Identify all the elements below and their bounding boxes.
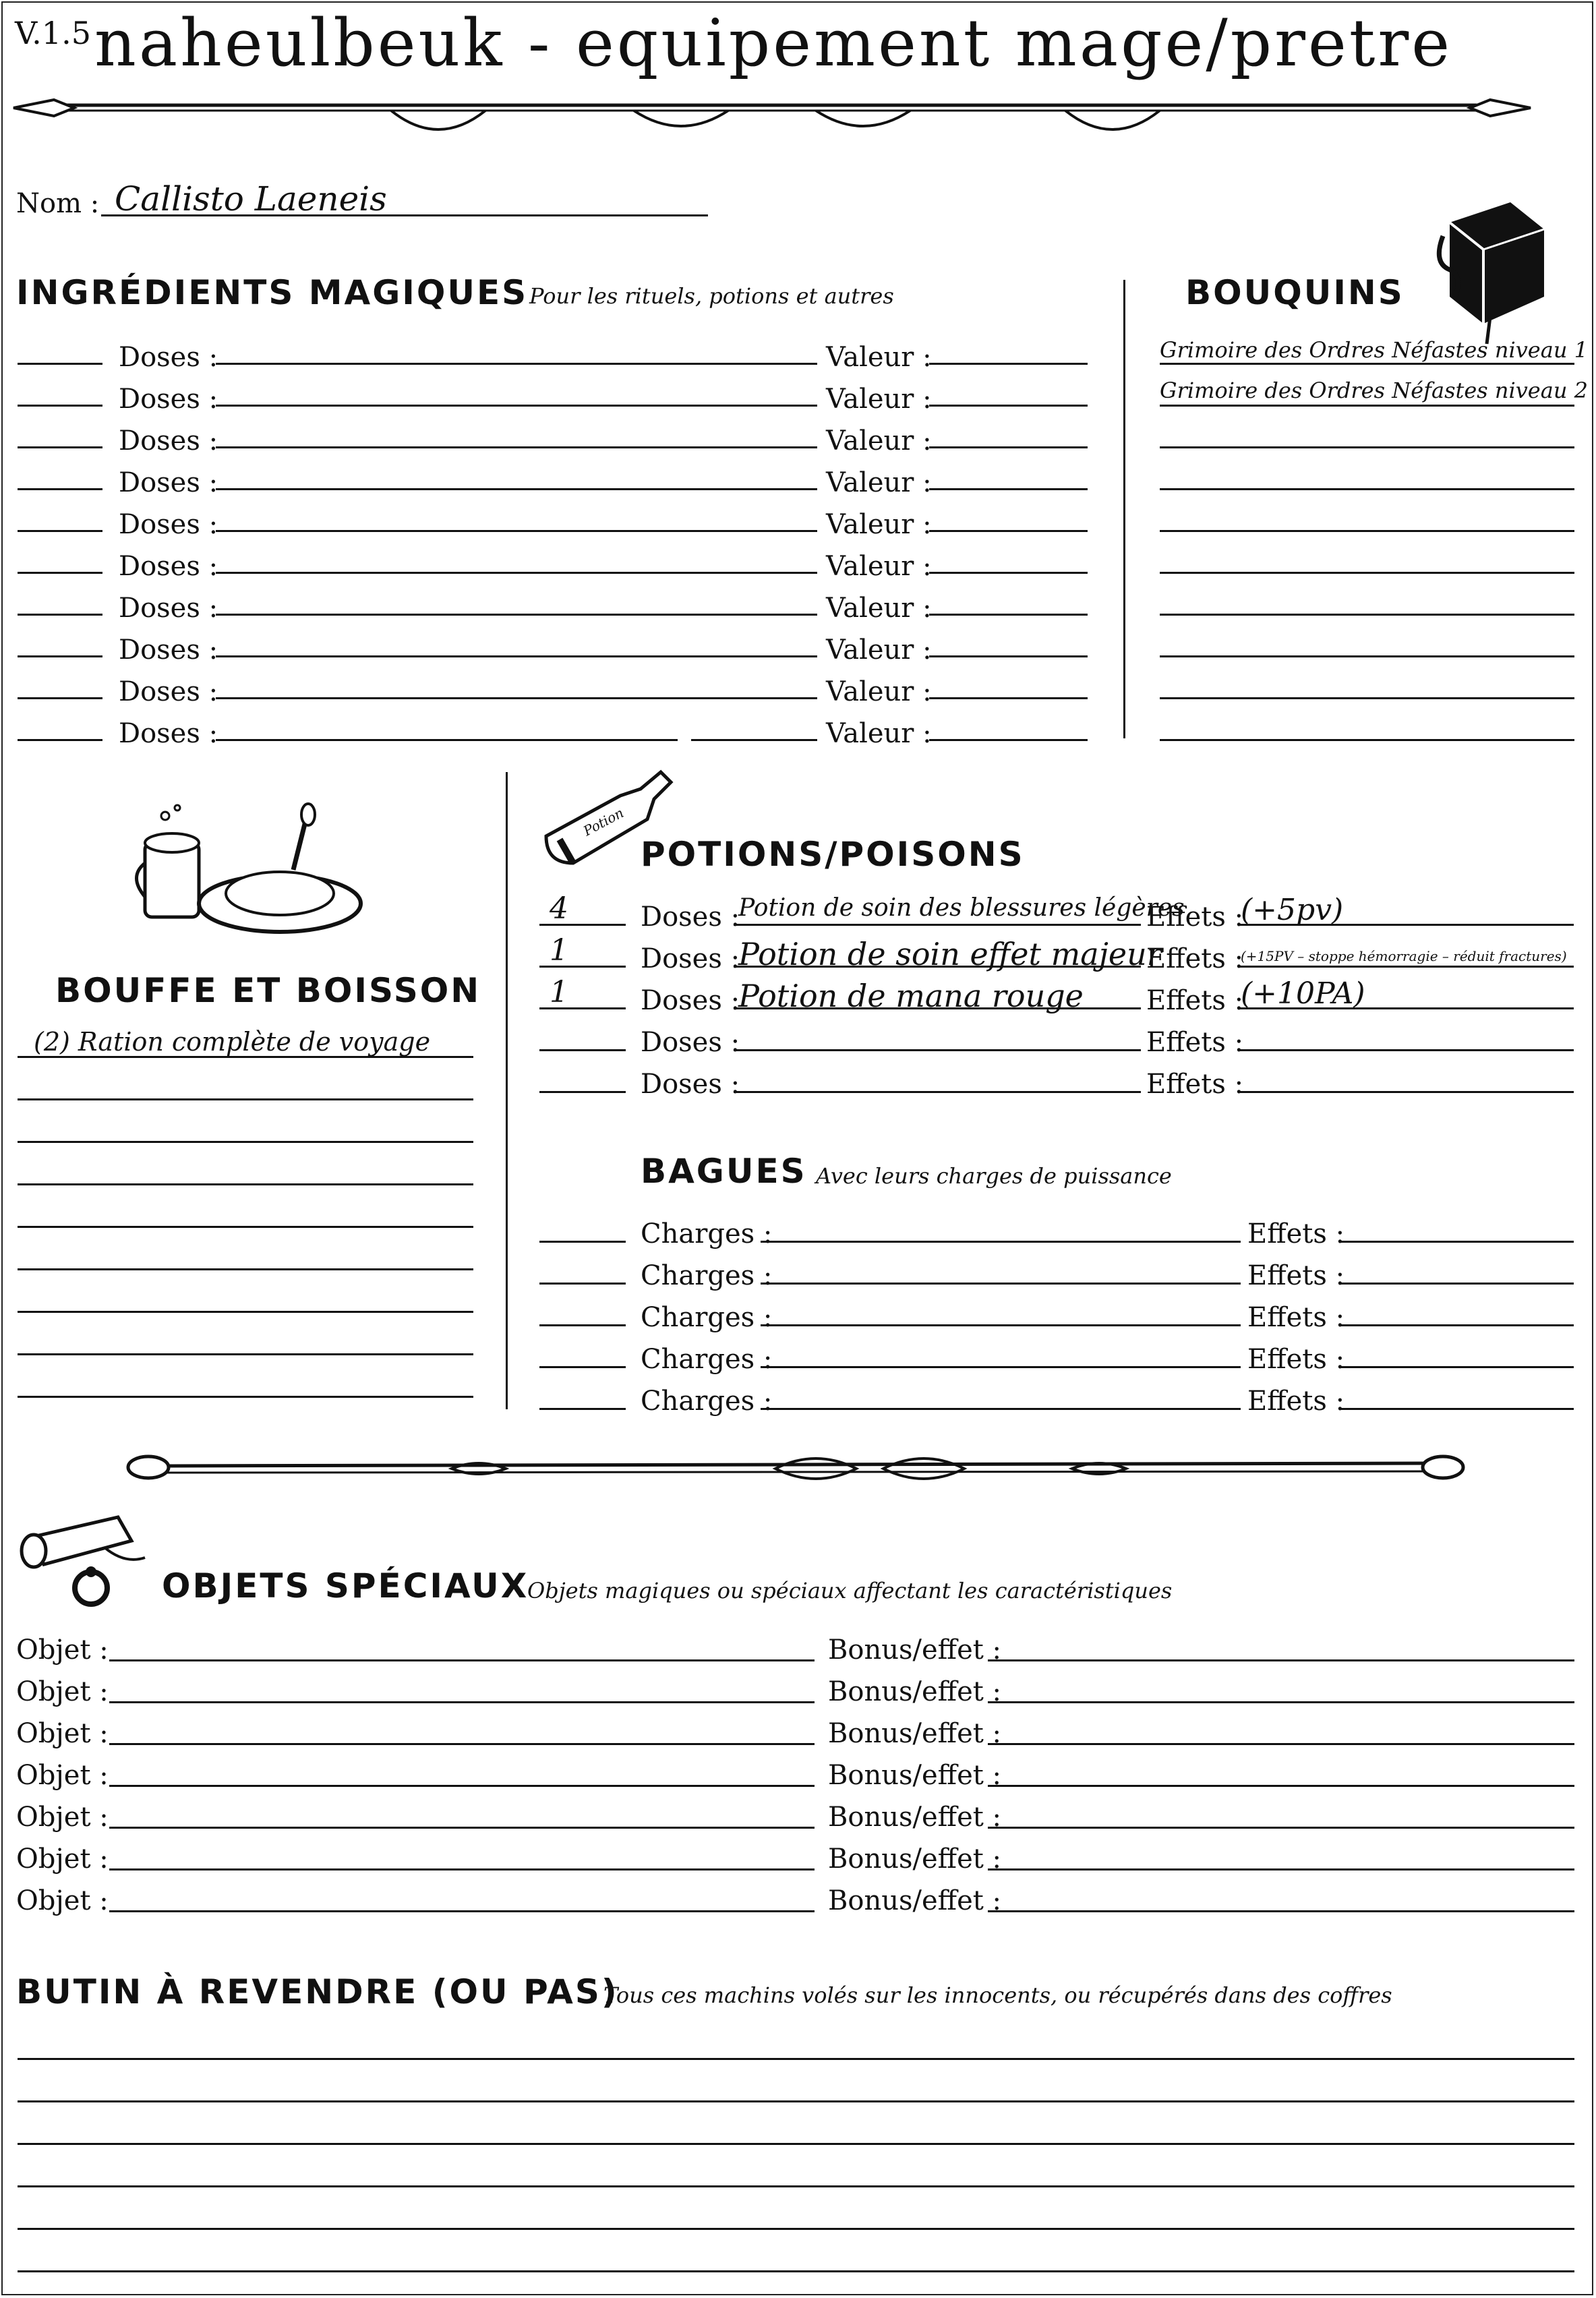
loot-subtitle: Tous ces machins volés sur les innocents, ou récupérés dans des coffres bbox=[603, 1982, 1392, 2008]
potion-effect-value[interactable]: (+10PA) bbox=[1241, 976, 1365, 1011]
ingredient-doses-label: Doses : bbox=[119, 635, 218, 666]
book-entry-line[interactable] bbox=[1160, 363, 1574, 365]
ring-name-field[interactable] bbox=[761, 1366, 1241, 1368]
ingredient-doses-label: Doses : bbox=[119, 593, 218, 624]
potion-effect-field[interactable] bbox=[1238, 966, 1574, 968]
special-object-field[interactable] bbox=[109, 1827, 815, 1829]
potion-name-value[interactable]: Potion de soin effet majeur bbox=[738, 936, 1162, 972]
special-bonus-field[interactable] bbox=[988, 1910, 1574, 1912]
sheet-title: naheulbeuk - equipement mage/pretre bbox=[94, 5, 1453, 81]
special-bonus-label: Bonus/effet : bbox=[828, 1718, 1002, 1749]
ingredient-name-field[interactable] bbox=[216, 405, 817, 407]
special-object-label: Objet : bbox=[16, 1802, 109, 1833]
ingredient-name-field[interactable] bbox=[216, 446, 817, 448]
column-divider bbox=[1123, 280, 1125, 738]
ingredients-subtitle: Pour les rituels, potions et autres bbox=[529, 283, 894, 309]
ingredient-doses-label: Doses : bbox=[119, 676, 218, 707]
rings-title: BAGUES bbox=[641, 1152, 807, 1191]
potion-effects-label: Effets : bbox=[1146, 943, 1244, 974]
book-entry-line[interactable] bbox=[1160, 739, 1574, 741]
book-entry-line[interactable] bbox=[1160, 614, 1574, 616]
potion-name-value[interactable]: Potion de mana rouge bbox=[738, 978, 1084, 1014]
special-bonus-field[interactable] bbox=[988, 1827, 1574, 1829]
food-title: BOUFFE ET BOISSON bbox=[55, 971, 481, 1010]
ring-effects-label: Effets : bbox=[1247, 1302, 1345, 1333]
ingredient-value-label: Valeur : bbox=[826, 467, 932, 498]
special-bonus-field[interactable] bbox=[988, 1701, 1574, 1703]
ring-effect-field[interactable] bbox=[1339, 1241, 1574, 1243]
potion-effect-value[interactable]: (+5pv) bbox=[1241, 893, 1344, 927]
food-entry-line[interactable] bbox=[18, 1226, 473, 1228]
special-object-field[interactable] bbox=[109, 1659, 815, 1661]
spellbook-icon bbox=[1436, 196, 1551, 330]
special-title: OBJETS SPÉCIAUX bbox=[162, 1566, 529, 1605]
special-bonus-label: Bonus/effet : bbox=[828, 1676, 1002, 1707]
potion-qty-field[interactable] bbox=[539, 1049, 626, 1051]
ingredient-qty-field[interactable] bbox=[18, 697, 102, 699]
book-entry-line[interactable] bbox=[1160, 405, 1574, 407]
food-plate-icon bbox=[138, 802, 367, 937]
special-bonus-field[interactable] bbox=[988, 1743, 1574, 1745]
ingredient-doses-label: Doses : bbox=[119, 718, 218, 749]
potion-name-value[interactable]: Potion de soin des blessures légères bbox=[738, 894, 1185, 922]
potion-name-field[interactable] bbox=[734, 1091, 1141, 1093]
ingredient-qty-field[interactable] bbox=[18, 530, 102, 532]
book-entry-line[interactable] bbox=[1160, 655, 1574, 657]
special-object-label: Objet : bbox=[16, 1676, 109, 1707]
potion-qty-value[interactable]: 1 bbox=[550, 933, 568, 968]
ingredient-name-field[interactable] bbox=[216, 488, 817, 490]
ring-effect-field[interactable] bbox=[1339, 1283, 1574, 1285]
special-object-field[interactable] bbox=[109, 1701, 815, 1703]
ingredient-name-field[interactable] bbox=[216, 614, 817, 616]
special-object-label: Objet : bbox=[16, 1718, 109, 1749]
ingredient-qty-field[interactable] bbox=[18, 572, 102, 574]
food-entry-1[interactable]: (2) Ration complète de voyage bbox=[34, 1027, 431, 1057]
ingredient-value-label: Valeur : bbox=[826, 718, 932, 749]
special-bonus-field[interactable] bbox=[988, 1785, 1574, 1787]
ingredient-value-field[interactable] bbox=[929, 697, 1088, 699]
ring-qty-field[interactable] bbox=[539, 1241, 626, 1243]
special-object-label: Objet : bbox=[16, 1760, 109, 1791]
food-entry-line[interactable] bbox=[18, 1353, 473, 1355]
loot-entry-line[interactable] bbox=[18, 2058, 1574, 2060]
ingredient-qty-field[interactable] bbox=[18, 614, 102, 616]
book-entry-2[interactable]: Grimoire des Ordres Néfastes niveau 2 bbox=[1160, 378, 1588, 403]
ingredient-qty-field[interactable] bbox=[18, 739, 102, 741]
ingredient-value-label: Valeur : bbox=[826, 425, 932, 456]
book-entry-line[interactable] bbox=[1160, 697, 1574, 699]
potion-qty-value[interactable]: 1 bbox=[550, 975, 568, 1009]
book-entry-line[interactable] bbox=[1160, 572, 1574, 574]
ingredient-value-label: Valeur : bbox=[826, 551, 932, 582]
ingredient-value-field[interactable] bbox=[929, 655, 1088, 657]
version-label: V.1.5 bbox=[15, 15, 91, 51]
rings-subtitle: Avec leurs charges de puissance bbox=[816, 1163, 1172, 1189]
ingredient-qty-field[interactable] bbox=[18, 488, 102, 490]
ingredient-value-label: Valeur : bbox=[826, 676, 932, 707]
ingredient-name-field[interactable] bbox=[216, 530, 817, 532]
ring-charges-label: Charges : bbox=[641, 1344, 773, 1375]
potion-effects-label: Effets : bbox=[1146, 1069, 1244, 1100]
special-bonus-label: Bonus/effet : bbox=[828, 1802, 1002, 1833]
ingredient-value-label: Valeur : bbox=[826, 342, 932, 373]
ingredient-qty-field[interactable] bbox=[18, 363, 102, 365]
potion-effect-field[interactable] bbox=[1238, 1091, 1574, 1093]
special-object-label: Objet : bbox=[16, 1844, 109, 1875]
food-entry-line[interactable] bbox=[18, 1056, 473, 1058]
ingredient-qty-field[interactable] bbox=[18, 655, 102, 657]
ring-qty-field[interactable] bbox=[539, 1366, 626, 1368]
ingredient-value-field[interactable] bbox=[929, 739, 1088, 741]
ingredient-value-label: Valeur : bbox=[826, 593, 932, 624]
potion-effects-label: Effets : bbox=[1146, 985, 1244, 1016]
special-object-label: Objet : bbox=[16, 1634, 109, 1666]
name-field-line bbox=[101, 214, 708, 216]
special-object-field[interactable] bbox=[109, 1743, 815, 1745]
ingredient-value-field[interactable] bbox=[929, 614, 1088, 616]
ingredient-value-label: Valeur : bbox=[826, 384, 932, 415]
ingredient-qty-field[interactable] bbox=[18, 446, 102, 448]
ring-qty-field[interactable] bbox=[539, 1283, 626, 1285]
food-entry-line[interactable] bbox=[18, 1183, 473, 1185]
ingredient-value-field[interactable] bbox=[929, 363, 1088, 365]
ingredients-title: INGRÉDIENTS MAGIQUES bbox=[16, 273, 529, 312]
ingredient-name-field[interactable] bbox=[216, 572, 817, 574]
ring-name-field[interactable] bbox=[761, 1241, 1241, 1243]
potion-effect-field[interactable] bbox=[1238, 1049, 1574, 1051]
spear-divider bbox=[13, 88, 1531, 142]
ingredient-value-label: Valeur : bbox=[826, 635, 932, 666]
special-object-field[interactable] bbox=[109, 1868, 815, 1870]
loot-entry-line[interactable] bbox=[18, 2270, 1574, 2272]
ring-name-field[interactable] bbox=[761, 1324, 1241, 1326]
ring-effects-label: Effets : bbox=[1247, 1218, 1345, 1249]
svg-text:Potion: Potion bbox=[581, 804, 626, 839]
ring-qty-field[interactable] bbox=[539, 1408, 626, 1410]
potion-effects-label: Effets : bbox=[1146, 1027, 1244, 1058]
ingredient-name-field[interactable] bbox=[216, 363, 817, 365]
ring-effects-label: Effets : bbox=[1247, 1386, 1345, 1417]
ingredient-qty-field[interactable] bbox=[18, 405, 102, 407]
book-entry-line[interactable] bbox=[1160, 446, 1574, 448]
ingredient-doses-label: Doses : bbox=[119, 384, 218, 415]
ring-charges-label: Charges : bbox=[641, 1260, 773, 1291]
name-value[interactable]: Callisto Laeneis bbox=[115, 179, 387, 218]
ring-name-field[interactable] bbox=[761, 1408, 1241, 1410]
ingredient-name-field[interactable] bbox=[216, 697, 817, 699]
food-entry-line[interactable] bbox=[18, 1396, 473, 1398]
ingredient-value-field[interactable] bbox=[929, 488, 1088, 490]
ingredient-doses-label: Doses : bbox=[119, 425, 218, 456]
ring-effects-label: Effets : bbox=[1247, 1344, 1345, 1375]
special-bonus-field[interactable] bbox=[988, 1659, 1574, 1661]
potion-name-field[interactable] bbox=[734, 924, 1141, 926]
special-bonus-label: Bonus/effet : bbox=[828, 1885, 1002, 1916]
food-entry-line[interactable] bbox=[18, 1311, 473, 1313]
potion-doses-label: Doses : bbox=[641, 985, 740, 1016]
book-entry-1[interactable]: Grimoire des Ordres Néfastes niveau 1 bbox=[1160, 337, 1588, 363]
special-object-field[interactable] bbox=[109, 1910, 815, 1912]
special-object-label: Objet : bbox=[16, 1885, 109, 1916]
scroll-ring-icon bbox=[17, 1510, 152, 1612]
staff-divider bbox=[128, 1448, 1463, 1489]
special-bonus-label: Bonus/effet : bbox=[828, 1634, 1002, 1666]
loot-title: BUTIN À REVENDRE (OU PAS) bbox=[16, 1972, 619, 2011]
book-entry-line[interactable] bbox=[1160, 488, 1574, 490]
ingredient-doses-label: Doses : bbox=[119, 342, 218, 373]
ingredient-value-field[interactable] bbox=[929, 446, 1088, 448]
potion-doses-label: Doses : bbox=[641, 943, 740, 974]
ingredient-name-field[interactable] bbox=[216, 739, 678, 741]
potions-title: POTIONS/POISONS bbox=[641, 835, 1025, 874]
potion-doses-label: Doses : bbox=[641, 902, 740, 933]
ingredient-name-field[interactable] bbox=[216, 655, 817, 657]
special-bonus-label: Bonus/effet : bbox=[828, 1760, 1002, 1791]
ring-qty-field[interactable] bbox=[539, 1324, 626, 1326]
loot-entry-line[interactable] bbox=[18, 2100, 1574, 2102]
special-subtitle: Objets magiques ou spéciaux affectant les caractéristiques bbox=[527, 1578, 1173, 1603]
ingredient-doses-label: Doses : bbox=[119, 467, 218, 498]
section-divider bbox=[506, 772, 508, 1409]
loot-entry-line[interactable] bbox=[18, 2185, 1574, 2187]
ingredient-value-field[interactable] bbox=[929, 405, 1088, 407]
potion-qty-value[interactable]: 4 bbox=[550, 891, 568, 926]
ingredient-doses-label: Doses : bbox=[119, 551, 218, 582]
ring-charges-label: Charges : bbox=[641, 1386, 773, 1417]
food-entry-line[interactable] bbox=[18, 1268, 473, 1270]
ring-effect-field[interactable] bbox=[1339, 1324, 1574, 1326]
potion-doses-label: Doses : bbox=[641, 1027, 740, 1058]
potion-qty-field[interactable] bbox=[539, 1091, 626, 1093]
special-object-field[interactable] bbox=[109, 1785, 815, 1787]
ring-charges-label: Charges : bbox=[641, 1218, 773, 1249]
ingredient-value-field[interactable] bbox=[929, 530, 1088, 532]
ingredient-name-field[interactable] bbox=[691, 739, 817, 741]
ring-effect-field[interactable] bbox=[1339, 1366, 1574, 1368]
food-entry-line[interactable] bbox=[18, 1098, 473, 1100]
potion-doses-label: Doses : bbox=[641, 1069, 740, 1100]
special-bonus-field[interactable] bbox=[988, 1868, 1574, 1870]
potion-name-field[interactable] bbox=[734, 1049, 1141, 1051]
ring-charges-label: Charges : bbox=[641, 1302, 773, 1333]
ring-effects-label: Effets : bbox=[1247, 1260, 1345, 1291]
books-title: BOUQUINS bbox=[1185, 273, 1405, 312]
potion-effects-label: Effets : bbox=[1146, 902, 1244, 933]
ring-name-field[interactable] bbox=[761, 1283, 1241, 1285]
book-entry-line[interactable] bbox=[1160, 530, 1574, 532]
ingredient-doses-label: Doses : bbox=[119, 509, 218, 540]
ring-effect-field[interactable] bbox=[1339, 1408, 1574, 1410]
loot-entry-line[interactable] bbox=[18, 2143, 1574, 2145]
loot-entry-line[interactable] bbox=[18, 2228, 1574, 2230]
name-label: Nom : bbox=[16, 188, 100, 219]
ingredient-value-label: Valeur : bbox=[826, 509, 932, 540]
special-bonus-label: Bonus/effet : bbox=[828, 1844, 1002, 1875]
ingredient-value-field[interactable] bbox=[929, 572, 1088, 574]
potion-effect-value[interactable]: (+15PV – stoppe hémorragie – réduit fractures) bbox=[1241, 948, 1567, 964]
food-entry-line[interactable] bbox=[18, 1141, 473, 1143]
